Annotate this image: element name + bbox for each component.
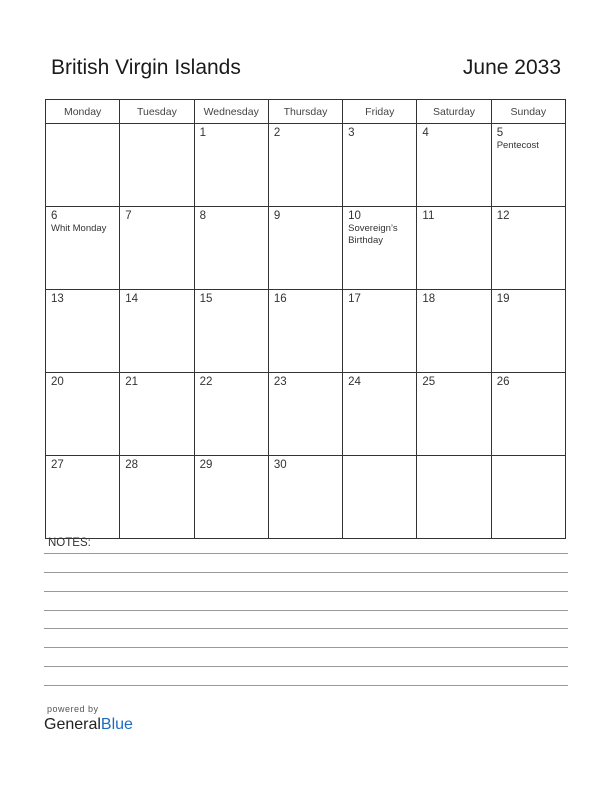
calendar-day-cell: [417, 373, 491, 456]
day-number: 27: [51, 459, 64, 471]
notes-line: [44, 628, 568, 629]
calendar-day-cell: [268, 124, 342, 207]
calendar-day-cell: [343, 456, 417, 539]
calendar-day-cell: [46, 456, 120, 539]
brand-blue: Blue: [100, 716, 133, 733]
notes-label: NOTES:: [48, 537, 91, 549]
calendar-day-cell: [46, 124, 120, 207]
calendar-day-cell: [343, 290, 417, 373]
day-number: 22: [199, 376, 213, 388]
holiday-label: Pentecost: [496, 140, 539, 151]
calendar-week-row: [46, 290, 566, 373]
day-number: 7: [125, 210, 132, 222]
day-number: 26: [496, 376, 510, 388]
weekday-header: Saturday: [417, 100, 491, 124]
day-number: 2: [273, 127, 281, 139]
generalblue-logo: [44, 716, 133, 734]
day-number: 15: [199, 293, 213, 305]
calendar-day-cell: [46, 207, 120, 290]
notes-line: [44, 610, 568, 611]
calendar-day-cell: [194, 456, 268, 539]
weekday-header: Wednesday: [194, 100, 268, 124]
day-number: 17: [348, 293, 361, 305]
holiday-label: Sovereign’s Birthday: [348, 223, 398, 246]
notes-line: [44, 647, 568, 648]
calendar-day-cell: [46, 290, 120, 373]
calendar-week-row: [46, 373, 566, 456]
calendar-day-cell: [417, 290, 491, 373]
weekday-header-row: [46, 100, 566, 124]
powered-by-text: powered by: [47, 704, 99, 714]
day-number: 23: [273, 376, 287, 388]
calendar-day-cell: [268, 290, 342, 373]
calendar-day-cell: [491, 290, 565, 373]
day-number: 1: [199, 127, 206, 139]
day-number: 16: [273, 293, 287, 305]
calendar-day-cell: [417, 456, 491, 539]
day-number: 11: [422, 210, 435, 222]
notes-line: [44, 591, 568, 592]
day-number: 29: [199, 459, 213, 471]
calendar-day-cell: [491, 456, 565, 539]
calendar-day-cell: [120, 373, 194, 456]
day-number: 13: [51, 293, 64, 305]
holiday-label: Whit Monday: [51, 223, 107, 234]
weekday-header: Tuesday: [120, 100, 194, 124]
calendar-day-cell: [491, 124, 565, 207]
day-number: 18: [422, 293, 436, 305]
day-number: 25: [422, 376, 436, 388]
notes-line: [44, 685, 568, 686]
day-number: 3: [348, 127, 355, 139]
notes-line: [44, 666, 568, 667]
day-number: 24: [348, 376, 361, 388]
day-number: 9: [273, 210, 281, 222]
notes-line: [44, 553, 568, 554]
calendar-day-cell: [343, 207, 417, 290]
calendar-day-cell: [491, 207, 565, 290]
calendar-day-cell: [120, 124, 194, 207]
calendar-day-cell: [268, 456, 342, 539]
calendar-day-cell: [46, 373, 120, 456]
day-number: 12: [496, 210, 510, 222]
day-number: 14: [125, 293, 139, 305]
calendar-day-cell: [417, 124, 491, 207]
month-year-title: June 2033: [462, 56, 561, 79]
day-number: 4: [422, 127, 429, 139]
calendar-day-cell: [120, 290, 194, 373]
calendar-week-row: [46, 124, 566, 207]
calendar-day-cell: [343, 124, 417, 207]
notes-line: [44, 572, 568, 573]
calendar-day-cell: [120, 207, 194, 290]
day-number: 28: [125, 459, 139, 471]
calendar-day-cell: [194, 373, 268, 456]
country-title: British Virgin Islands: [51, 56, 241, 79]
calendar-grid: [45, 99, 566, 539]
weekday-header: Sunday: [491, 100, 565, 124]
calendar-day-cell: [120, 456, 194, 539]
day-number: 30: [273, 459, 287, 471]
calendar-day-cell: [194, 124, 268, 207]
day-number: 6: [51, 210, 58, 222]
calendar-day-cell: [194, 290, 268, 373]
day-number: 19: [496, 293, 510, 305]
weekday-header: Monday: [46, 100, 120, 124]
brand-general: General: [44, 716, 101, 733]
calendar-day-cell: [417, 207, 491, 290]
calendar-week-row: [46, 456, 566, 539]
calendar-day-cell: [491, 373, 565, 456]
day-number: 20: [51, 376, 64, 388]
day-number: 8: [199, 210, 206, 222]
calendar-day-cell: [268, 373, 342, 456]
calendar-week-row: [46, 207, 566, 290]
weekday-header: Friday: [343, 100, 417, 124]
calendar-day-cell: [194, 207, 268, 290]
weekday-header: Thursday: [268, 100, 342, 124]
day-number: 21: [125, 376, 139, 388]
day-number: 5: [496, 127, 504, 139]
calendar-day-cell: [343, 373, 417, 456]
day-number: 10: [348, 210, 361, 222]
calendar-day-cell: [268, 207, 342, 290]
